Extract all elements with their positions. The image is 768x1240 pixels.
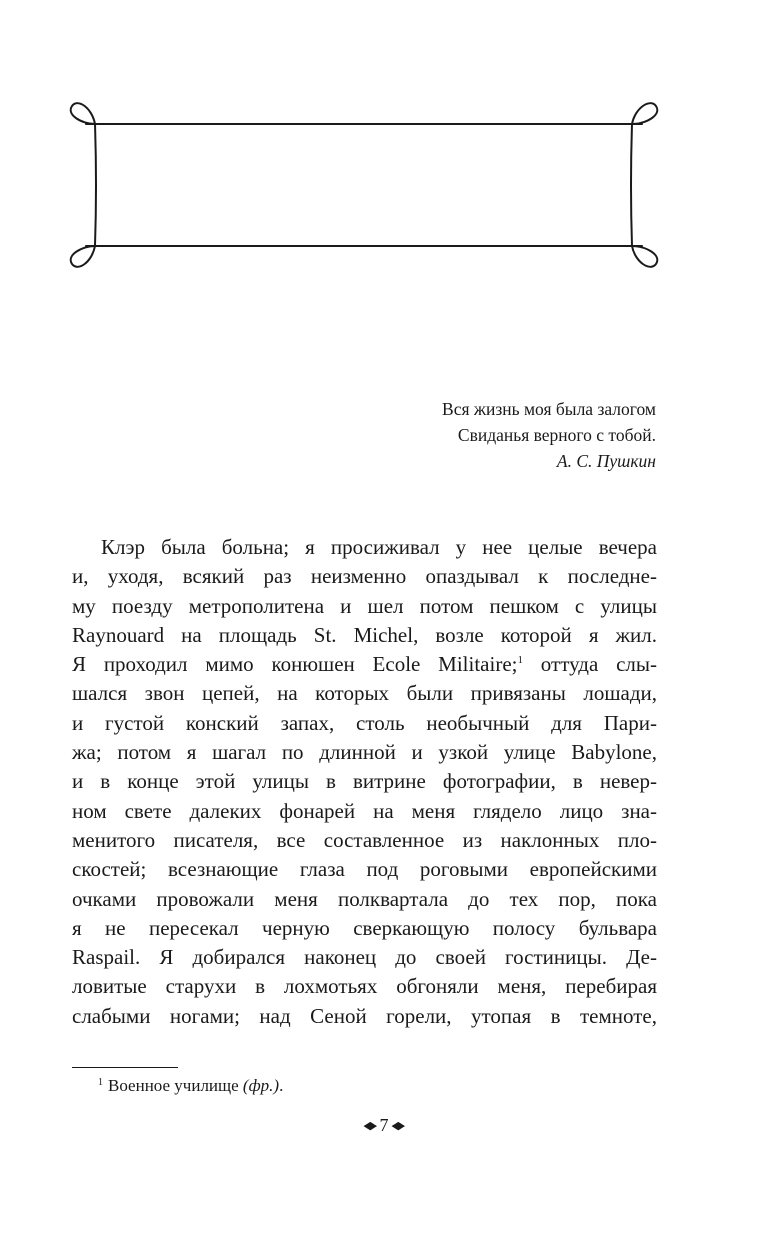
text-fragment: оттуда слы- (523, 652, 658, 677)
main-text (72, 533, 657, 1031)
text-line: скостей; всезнающие глаза под роговыми европейскими (72, 857, 657, 882)
epigraph-author: А. С. Пушкин (556, 451, 656, 471)
text-line: менитого писателя, все составленное из наклонных пло- (72, 827, 657, 852)
footnote-divider (72, 1067, 178, 1068)
footnote-number: 1 (98, 1077, 103, 1088)
footnote (98, 1075, 283, 1097)
text-fragment: Я проходил мимо конюшен Ecole Militaire; (72, 652, 518, 677)
text-line: Клэр была больна; я просиживал у нее целые вечера (101, 535, 657, 559)
frame-curl-top-right (632, 103, 657, 124)
page-footer (0, 1114, 768, 1137)
footnote-text: Военное училище (108, 1076, 243, 1095)
text-line: шался звон цепей, на которых были привязаны лошади, (72, 681, 657, 706)
left-diamond-icon: ◆ (363, 1120, 378, 1132)
text-line: слабыми ногами; над Сеной горели, утопая в темноте, (72, 1003, 657, 1028)
text-line: я не пересекал черную сверкающую полосу бульвара (72, 915, 657, 940)
frame-curl-bottom-left (71, 246, 95, 267)
frame-left-border (95, 124, 96, 246)
text-line: и в конце этой улицы в витрине фотографии, в невер- (72, 769, 657, 794)
text-line: ном свете далеких фонарей на меня глядело лицо зна- (72, 798, 657, 823)
right-diamond-icon: ◆ (390, 1120, 405, 1132)
epigraph (442, 396, 656, 474)
text-line: и густой конский запах, столь необычный для Пари- (72, 710, 657, 735)
epigraph-line: Свиданья верного с тобой. (457, 425, 656, 445)
frame-right-border (631, 124, 632, 246)
frame-curl-bottom-right (632, 246, 657, 267)
page-number: 7 (379, 1115, 389, 1135)
epigraph-line: Вся жизнь моя была залогом (442, 399, 656, 419)
frame-curl-top-left (71, 103, 95, 124)
text-line: Raspail. Я добирался наконец до своей гостиницы. Де- (72, 945, 657, 970)
text-line: жа; потом я шагал по длинной и узкой улице Babylone, (72, 740, 657, 765)
decorative-frame (0, 0, 768, 300)
footnote-reference[interactable]: 1 (517, 654, 523, 667)
footnote-language: (фр.) (242, 1076, 280, 1095)
text-line: Raynouard на площадь St. Michel, возле которой я жил. (72, 622, 657, 647)
footnote-tail: . (279, 1076, 284, 1095)
text-line: му поезду метрополитена и шел потом пешком с улицы (72, 593, 657, 618)
text-line: ловитые старухи в лохмотьях обгоняли меня, перебирая (72, 974, 657, 999)
text-line-with-note (72, 650, 657, 679)
text-line: и, уходя, всякий раз неизменно опаздывал к последне- (72, 564, 657, 589)
text-line: очками провожали меня полквартала до тех пор, пока (72, 886, 657, 911)
